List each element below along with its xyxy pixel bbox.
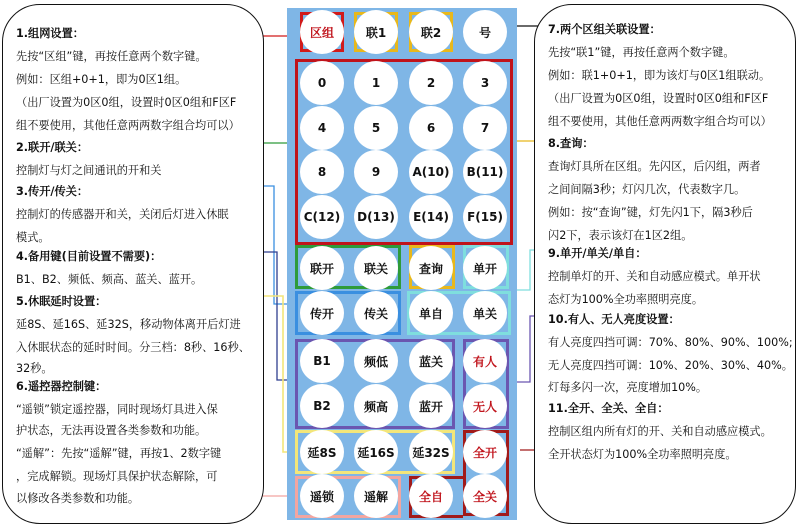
single-auto-button[interactable]: 单自: [409, 291, 453, 335]
section-presence-text: 有人亮度四挡可调：70%、80%、90%、100%;: [548, 336, 793, 349]
section-all-text: 全开状态灯为100%全功率照明亮度。: [548, 448, 737, 461]
digit-9-button[interactable]: 9: [354, 150, 398, 194]
digit-f-button[interactable]: F(15): [463, 195, 507, 239]
digit-2-button[interactable]: 2: [409, 61, 453, 105]
digit-c-button[interactable]: C(12): [300, 195, 344, 239]
section-presence-text: 灯每多闪一次，亮度增加10%。: [548, 381, 708, 394]
sensor-open-button[interactable]: 传开: [300, 291, 344, 335]
section-remote-text: ，完成解锁。现场灯具保护状态解除，可: [16, 470, 218, 483]
link-open-button[interactable]: 联开: [300, 246, 344, 290]
section-query-text: 闪2下，表示该灯在1区2组。: [548, 229, 693, 242]
section-two-zone-text: （出厂设置为0区0组，设置时0区0组和F区F: [548, 92, 769, 105]
section-network-text: （出厂设置为0区0组，设置时0区0组和F区F: [16, 96, 237, 109]
b2-button[interactable]: B2: [300, 384, 344, 428]
freq-high-button[interactable]: 频高: [354, 384, 398, 428]
section-sensor-text: 模式。: [16, 231, 50, 244]
section-remote-text: “遥锁”锁定遥控器，同时现场灯具进入保: [16, 403, 218, 416]
right-description-panel: [534, 4, 796, 524]
section-all-text: 控制区组内所有灯的开、关和自动感应模式。: [548, 425, 772, 438]
remote-lock-button[interactable]: 遥锁: [300, 474, 344, 518]
delay-8s-button[interactable]: 延8S: [300, 430, 344, 474]
section-network-text: 例如：区组+0+1，即为0区1组。: [16, 73, 187, 86]
single-open-button[interactable]: 单开: [463, 246, 507, 290]
digit-7-button[interactable]: 7: [463, 106, 507, 150]
remote-unlock-button[interactable]: 遥解: [354, 474, 398, 518]
link2-button[interactable]: 联2: [409, 10, 453, 54]
number-button[interactable]: 号: [463, 10, 507, 54]
section-remote-text: 护状态，无法再设置各类参数和功能。: [16, 424, 207, 437]
digit-d-button[interactable]: D(13): [354, 195, 398, 239]
digit-5-button[interactable]: 5: [354, 106, 398, 150]
left-description-panel: [2, 4, 264, 524]
section-delay-text: 32秒。: [16, 362, 53, 375]
section-link-text: 控制灯与灯之间通讯的开和关: [16, 164, 162, 177]
section-query-title: 8.查询：: [548, 137, 594, 150]
section-delay-title: 5.休眠延时设置：: [16, 295, 107, 308]
all-auto-button[interactable]: 全自: [409, 474, 453, 518]
section-remote-title: 6.遥控器控制键：: [16, 380, 107, 393]
unoccupied-button[interactable]: 无人: [463, 384, 507, 428]
section-network-title: 1.组网设置：: [16, 27, 84, 40]
digit-a-button[interactable]: A(10): [409, 150, 453, 194]
digit-3-button[interactable]: 3: [463, 61, 507, 105]
blue-off-button[interactable]: 蓝关: [409, 339, 453, 383]
delay-16s-button[interactable]: 延16S: [354, 430, 398, 474]
section-single-text: 控制单灯的开、关和自动感应模式。单开状: [548, 270, 761, 283]
section-single-title: 9.单开/单关/单自：: [548, 247, 647, 260]
section-delay-text: 延8S、延16S、延32S，移动物体离开后灯进: [16, 318, 241, 331]
section-link-title: 2.联开/联关：: [16, 141, 89, 154]
digit-e-button[interactable]: E(14): [409, 195, 453, 239]
section-spare-text: B1、B2、频低、频高、蓝关、蓝开。: [16, 273, 203, 286]
section-query-text: 查询灯具所在区组。先闪区，后闪组，两者: [548, 160, 761, 173]
all-close-button[interactable]: 全关: [463, 474, 507, 518]
all-open-button[interactable]: 全开: [463, 430, 507, 474]
section-remote-text: 以修改各类参数和功能。: [16, 492, 140, 505]
digit-8-button[interactable]: 8: [300, 150, 344, 194]
freq-low-button[interactable]: 频低: [354, 339, 398, 383]
digit-0-button[interactable]: 0: [300, 61, 344, 105]
section-remote-text: “遥解”：先按“遥解”键，再按1、2数字键: [16, 447, 222, 460]
link1-button[interactable]: 联1: [354, 10, 398, 54]
section-network-text: 组不要使用，其他任意两两数字组合均可以）: [16, 119, 240, 132]
section-two-zone-text: 例如：联1+0+1，即为该灯与0区1组联动。: [548, 69, 771, 82]
section-single-text: 态灯为100%全功率照明亮度。: [548, 293, 704, 306]
digit-6-button[interactable]: 6: [409, 106, 453, 150]
occupied-button[interactable]: 有人: [463, 339, 507, 383]
section-query-text: 之间间隔3秒；灯闪几次，代表数字几。: [548, 183, 746, 196]
query-button[interactable]: 查询: [409, 246, 453, 290]
link-close-button[interactable]: 联关: [354, 246, 398, 290]
sensor-close-button[interactable]: 传关: [354, 291, 398, 335]
section-all-title: 11.全开、全关、全自：: [548, 402, 669, 415]
section-presence-title: 10.有人、无人亮度设置：: [548, 313, 680, 326]
b1-button[interactable]: B1: [300, 339, 344, 383]
section-delay-text: 入休眠状态的延时时间。分三档：8秒、16秒、: [16, 341, 250, 354]
remote-control: [287, 8, 517, 520]
blue-on-button[interactable]: 蓝开: [409, 384, 453, 428]
section-two-zone-text: 先按“联1”键，再按任意两个数字键。: [548, 46, 735, 59]
section-spare-title: 4.备用键(目前设置不需要)：: [16, 250, 162, 263]
section-two-zone-title: 7.两个区组关联设置：: [548, 23, 661, 36]
digit-b-button[interactable]: B(11): [463, 150, 507, 194]
zone-group-button[interactable]: 区组: [300, 10, 344, 54]
single-close-button[interactable]: 单关: [463, 291, 507, 335]
section-two-zone-text: 组不要使用，其他任意两两数字组合均可以）: [548, 115, 772, 128]
delay-32s-button[interactable]: 延32S: [409, 430, 453, 474]
digit-4-button[interactable]: 4: [300, 106, 344, 150]
section-sensor-text: 控制灯的传感器开和关，关闭后灯进入休眠: [16, 208, 229, 221]
digit-1-button[interactable]: 1: [354, 61, 398, 105]
section-sensor-title: 3.传开/传关：: [16, 185, 89, 198]
section-query-text: 例如：按“查询”键，灯先闪1下，隔3秒后: [548, 206, 753, 219]
section-presence-text: 无人亮度四挡可调：10%、20%、30%、40%。: [548, 359, 793, 372]
section-network-text: 先按“区组”键，再按任意两个数字键。: [16, 50, 207, 63]
